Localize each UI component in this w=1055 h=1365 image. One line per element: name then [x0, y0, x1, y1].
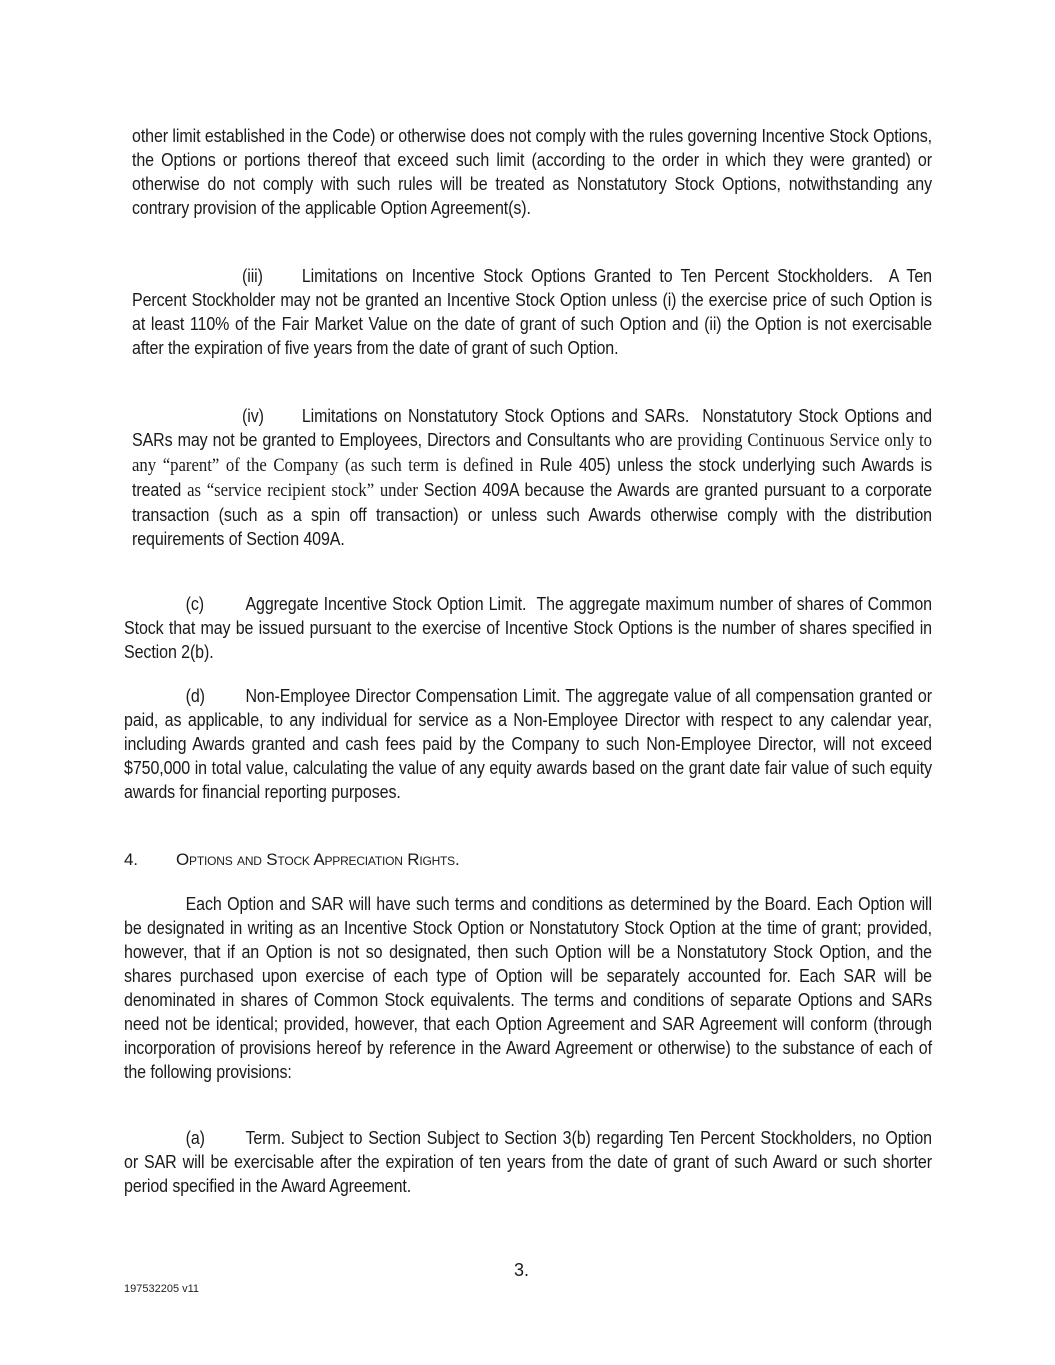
paragraph-body: The aggregate value of all compensation granted or paid, as applicable, to any individual for service as a Non-Employee Director with respect to any calendar year, including Awards granted and cash fees paid by the Company to such Non-Employee Director, will not exceed $750,000 in total value, calculating the value of any equity awards based on the grant date fair value of such equity awards for financial reporting purposes. — [124, 686, 932, 802]
paragraph-c — [124, 592, 932, 664]
section-heading — [124, 848, 460, 872]
paragraph-number: (c) — [185, 594, 205, 614]
paragraph-body: The aggregate maximum number of shares of Common Stock that may be issued pursuant to the exercise of Incentive Stock Options is the number of shares specified in Section 2(b). — [124, 594, 933, 662]
paragraph-body: Nonstatutory Stock Options and SARs may not be granted to Employees, Directors and Consultants who are — [132, 406, 932, 450]
paragraph-title: Term. — [245, 1128, 286, 1148]
paragraph-body: Section 409A because the Awards are granted pursuant to a corporate transaction (such as a spin off transaction) or unless such Awards otherwise comply with the distribution requirements of Section 409A. — [132, 480, 932, 549]
paragraph-title: Limitations on Incentive Stock Options Granted to Ten Percent Stockholders. — [301, 266, 874, 286]
paragraph-body: Rule 405) unless the stock underlying such Awards is treated — [132, 455, 933, 500]
section-intro-paragraph — [124, 892, 932, 1084]
paragraph-title: Limitations on Nonstatutory Stock Options and SARs. — [301, 406, 690, 426]
paragraph-continuation — [132, 124, 932, 220]
paragraph-iv — [132, 404, 932, 551]
paragraph-body: Each Option and SAR will have such terms and conditions as determined by the Board. Each Option will be designated in writing as an Incentive Stock Option or Nonstatutory Stock Option at the time of grant; provided, however, that if an Option is not so designated, then such Option will be a Nonstatutory Stock Option, and the shares purchased upon exercise of each type of Option will be separately accounted for. Each SAR will be denominated in shares of Common Stock equivalents. The terms and conditions of separate Options and SARs need not be identical; provided, however, that each Option Agreement and SAR Agreement will conform (through incorporation of provisions hereof by reference in the Award Agreement or otherwise) to the substance of each of the following provisions: — [124, 894, 932, 1082]
paragraph-body-serif: as “service recipient stock” under — [187, 480, 418, 501]
paragraph-body-serif: providing Continuous Service only to any “parent” of the Company (as such term is defined in — [132, 430, 933, 476]
section-title: Options and Stock Appreciation Rights. — [176, 850, 460, 869]
paragraph-iii — [132, 264, 932, 360]
paragraph-title: Aggregate Incentive Stock Option Limit. — [245, 594, 527, 614]
paragraph-title: Non-Employee Director Compensation Limit. — [245, 686, 561, 706]
page-number: 3. — [514, 1260, 530, 1280]
paragraph-number: (iii) — [242, 266, 263, 286]
document-id: 197532205 v11 — [124, 1283, 200, 1295]
paragraph-body: Subject to Section Subject to Section 3(b) regarding Ten Percent Stockholders, no Option or SAR will be exercisable after the expiration of ten years from the date of grant of such Award or such shorter period specified in the Award Agreement. — [124, 1128, 933, 1196]
paragraph-body: A Ten Percent Stockholder may not be granted an Incentive Stock Option unless (i) the exercise price of such Option is at least 110% of the Fair Market Value on the date of grant of such Option and (ii) the Option is not exercisable after the expiration of five years from the date of grant of such Option. — [132, 266, 932, 358]
paragraph-a-term — [124, 1126, 932, 1198]
paragraph-number: (d) — [185, 686, 205, 706]
paragraph-number: (iv) — [242, 406, 264, 426]
paragraph-text: other limit established in the Code) or otherwise does not comply with the rules governing Incentive Stock Options, the Options or portions thereof that exceed such limit (according to the order in which they were granted) or otherwise do not comply with such rules will be treated as Nonstatutory Stock Options, notwithstanding any contrary provision of the applicable Option Agreement(s). — [132, 126, 932, 218]
paragraph-number: (a) — [185, 1128, 205, 1148]
section-number: 4. — [124, 850, 138, 869]
paragraph-d — [124, 684, 932, 804]
